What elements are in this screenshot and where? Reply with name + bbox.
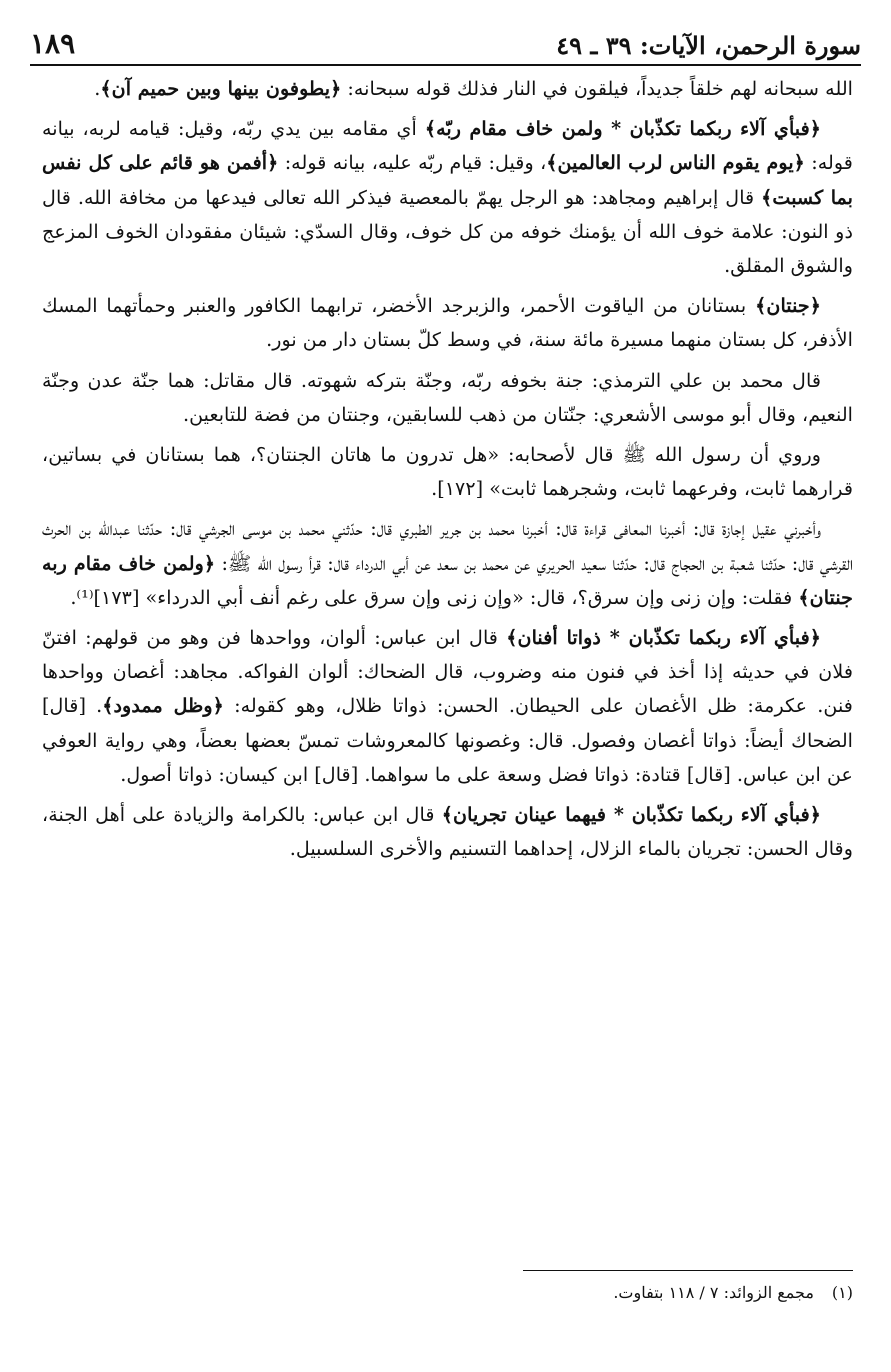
- paragraph: [42, 289, 853, 357]
- commentary-text: قال ابن عباس: ألوان، وواحدها فن وهو من قولهم: افتنّ فلان في حديثه إذا أخذ في فنون منه وضروب، قال الضحاك: ألوان الفواكه. مجاهد: أغصان وواحدها فنن. عكرمة: ظل الأغصان على الحيطان. الحسن: ذواتا ظلال، وهو كقوله:: [42, 626, 853, 718]
- paragraph: [42, 364, 853, 432]
- paragraph: [42, 512, 853, 615]
- main-text: [42, 72, 853, 872]
- commentary-text: بستانان من الياقوت الأحمر، والزبرجد الأخضر، ترابهما الكافور والعنبر وحمأتهما المسك الأذفر، كل بستان منهما مسيرة مائة سنة، في وسط كلّ بستان دار من نور.: [42, 294, 853, 352]
- quran-quote: ﴿أفمن هو قائم على كل نفس بما كسبت﴾: [42, 151, 853, 209]
- quran-quote: ﴿فبأي آلاء ربكما تكذّبان * فيهما عينان تجريان﴾: [441, 803, 821, 827]
- footnote: [42, 1280, 853, 1306]
- quran-quote: ﴿وظل ممدود﴾: [102, 694, 224, 718]
- page-number: ١٨٩: [30, 27, 76, 60]
- surah-title: سورة الرحمن، الآيات: ٣٩ ـ ٤٩: [556, 31, 861, 60]
- quran-quote: ﴿جنتان﴾: [755, 294, 821, 318]
- quran-quote: ﴿ولمن خاف مقام ربه جنتان﴾: [42, 551, 853, 609]
- paragraph: [42, 72, 853, 106]
- commentary-text: فقلت: وإن زنى وإن سرق؟، قال: «وإن زنى وإن سرق على رغم أنف أبي الدرداء» [١٧٣]⁽¹⁾.: [70, 585, 799, 609]
- commentary-text: أي مقامه بين يدي ربّه، وقيل: قيامه لربه، بيانه قوله:: [42, 117, 853, 175]
- quran-quote: ﴿يطوفون بينها وبين حميم آن﴾: [100, 77, 342, 100]
- paragraph: [42, 798, 853, 866]
- quran-quote: ﴿فبأي آلاء ربكما تكذّبان * ذواتا أفنان﴾: [506, 626, 821, 650]
- footnote-divider: [523, 1270, 853, 1271]
- commentary-text: . [قال] الضحاك أيضاً: ذواتا أغصان وفصول. قال: وغصونها كالمعروشات تمسّ بعضها بعضاً، وهي رواية العوفي عن ابن عباس. [قال] قتادة: ذواتا فضل وسعة على ما سواهما. [قال] ابن كيسان: ذواتا أصول.: [42, 694, 853, 786]
- quran-quote: ﴿يوم يقوم الناس لرب العالمين﴾: [546, 151, 805, 175]
- commentary-text: قال ابن عباس: بالكرامة والزيادة على أهل الجنة، وقال الحسن: تجريان بالماء الزلال، إحداهما التسنيم والأخرى السلسبيل.: [42, 803, 853, 861]
- paragraph: [42, 112, 853, 283]
- paragraph: [42, 438, 853, 506]
- commentary-text: وأخبرني عقيل إجازة قال: أخبرنا المعافى قراءة قال: أخبرنا محمد بن جرير الطبري قال: حدّثني محمد بن موسى الجرشي قال: حدّثنا عبدالله بن الحرث القرشي قال: حدّثنا شعبة بن الحجاج قال: حدّثنا سعيد الحريري عن محمد بن سعد عن أبي الدرداء قال: قرأ رسول الله ﷺ:: [42, 517, 854, 575]
- commentary-text: قال إبراهيم ومجاهد: هو الرجل يهمّ بالمعصية فيذكر الله تعالى فيدعها من مخافة الله. قال ذو النون: علامة خوف الله أن يؤمنك خوفه من كل خوف، وقال السدّي: شيئان مفقودان الخوف المزعج والشوق المقلق.: [42, 185, 853, 278]
- footnote-text: مجمع الزوائد: ٧ / ١١٨ بتفاوت.: [613, 1283, 814, 1302]
- quran-quote: ﴿فبأي آلاء ربكما تكذّبان * ولمن خاف مقام ربّه﴾: [424, 117, 821, 141]
- commentary-text: الله سبحانه لهم خلقاً جديداً، فيلقون في النار فذلك قوله سبحانه:: [341, 77, 853, 100]
- paragraph: [42, 621, 853, 792]
- footnote-number: (١): [831, 1283, 853, 1302]
- commentary-text: قال محمد بن علي الترمذي: جنة بخوفه ربّه، وجنّة بتركه شهوته. قال مقاتل: هما جنّة عدن وجنّة النعيم، وقال أبو موسى الأشعري: جنّتان من ذهب للسابقين، وجنتان من فضة للتابعين.: [42, 368, 853, 426]
- commentary-text: وروي أن رسول الله ﷺ قال لأصحابه: «هل تدرون ما هاتان الجنتان؟، هما بستانان في بساتين، قرارهما ثابت، وفرعهما ثابت، وشجرهما ثابت» [١٧٢].: [42, 443, 853, 501]
- page-header: [30, 22, 861, 66]
- commentary-text: .: [94, 77, 101, 100]
- commentary-text: ، وقيل: قيام ربّه عليه، بيانه قوله:: [278, 151, 547, 175]
